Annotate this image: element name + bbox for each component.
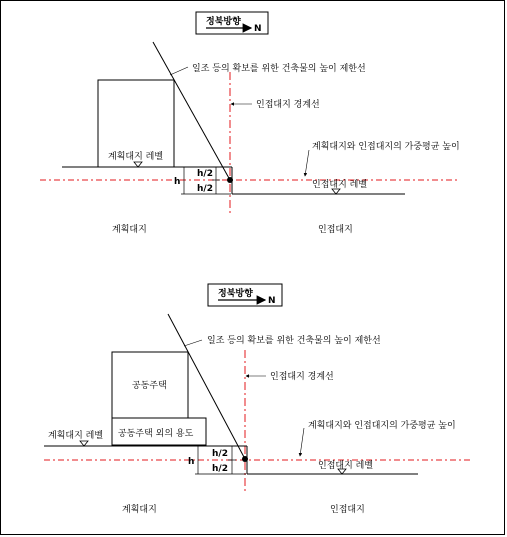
north-arrow-label: N — [254, 24, 262, 34]
plan-site-level-label: 계획대지 레벨 — [48, 431, 104, 441]
plan-site-label: 계획대지 — [122, 505, 157, 515]
north-direction-label: 정북방향 — [206, 17, 241, 27]
intersection-point — [242, 456, 248, 462]
apartment-label: 공동주택 — [132, 381, 167, 391]
plan-site-level-marker — [80, 441, 88, 446]
average-height-label: 계획대지와 인접대지의 가중평균 높이 — [312, 142, 460, 152]
dimension-h-half-top: h/2 — [212, 449, 228, 459]
other-use-label: 공동주택 외의 용도 — [118, 429, 194, 439]
average-height-leader — [300, 428, 304, 456]
plan-site-level-label: 계획대지 레벨 — [108, 152, 164, 162]
boundary-label: 인접대지 경계선 — [256, 100, 320, 110]
north-arrow-label: N — [268, 296, 276, 306]
boundary-label: 인접대지 경계선 — [270, 372, 334, 382]
dimension-h-half-bottom: h/2 — [212, 464, 228, 474]
adjacent-site-level-label: 인접대지 레벨 — [312, 180, 368, 190]
average-height-label: 계획대지와 인접대지의 가중평균 높이 — [308, 421, 456, 431]
north-direction-label: 정북방향 — [218, 289, 253, 299]
adjacent-site-label: 인접대지 — [318, 225, 353, 235]
dimension-h: h — [188, 457, 195, 467]
dimension-h-half-bottom: h/2 — [197, 184, 213, 194]
dimension-h-half-top: h/2 — [197, 169, 213, 179]
intersection-point — [227, 177, 233, 183]
adjacent-site-label: 인접대지 — [330, 505, 365, 515]
adjacent-site-level-label: 인접대지 레벨 — [318, 461, 374, 471]
average-height-leader — [305, 150, 309, 176]
diagram-1 — [40, 12, 460, 235]
height-limit-label: 일조 등의 확보를 위한 건축물의 높이 제한선 — [192, 64, 366, 74]
height-limit-leader — [184, 340, 202, 346]
height-limit-label: 일조 등의 확보를 위한 건축물의 높이 제한선 — [207, 336, 381, 346]
plan-site-label: 계획대지 — [112, 225, 147, 235]
dimension-h: h — [174, 177, 181, 187]
diagram-2 — [44, 284, 470, 515]
height-limit-leader — [170, 67, 188, 75]
